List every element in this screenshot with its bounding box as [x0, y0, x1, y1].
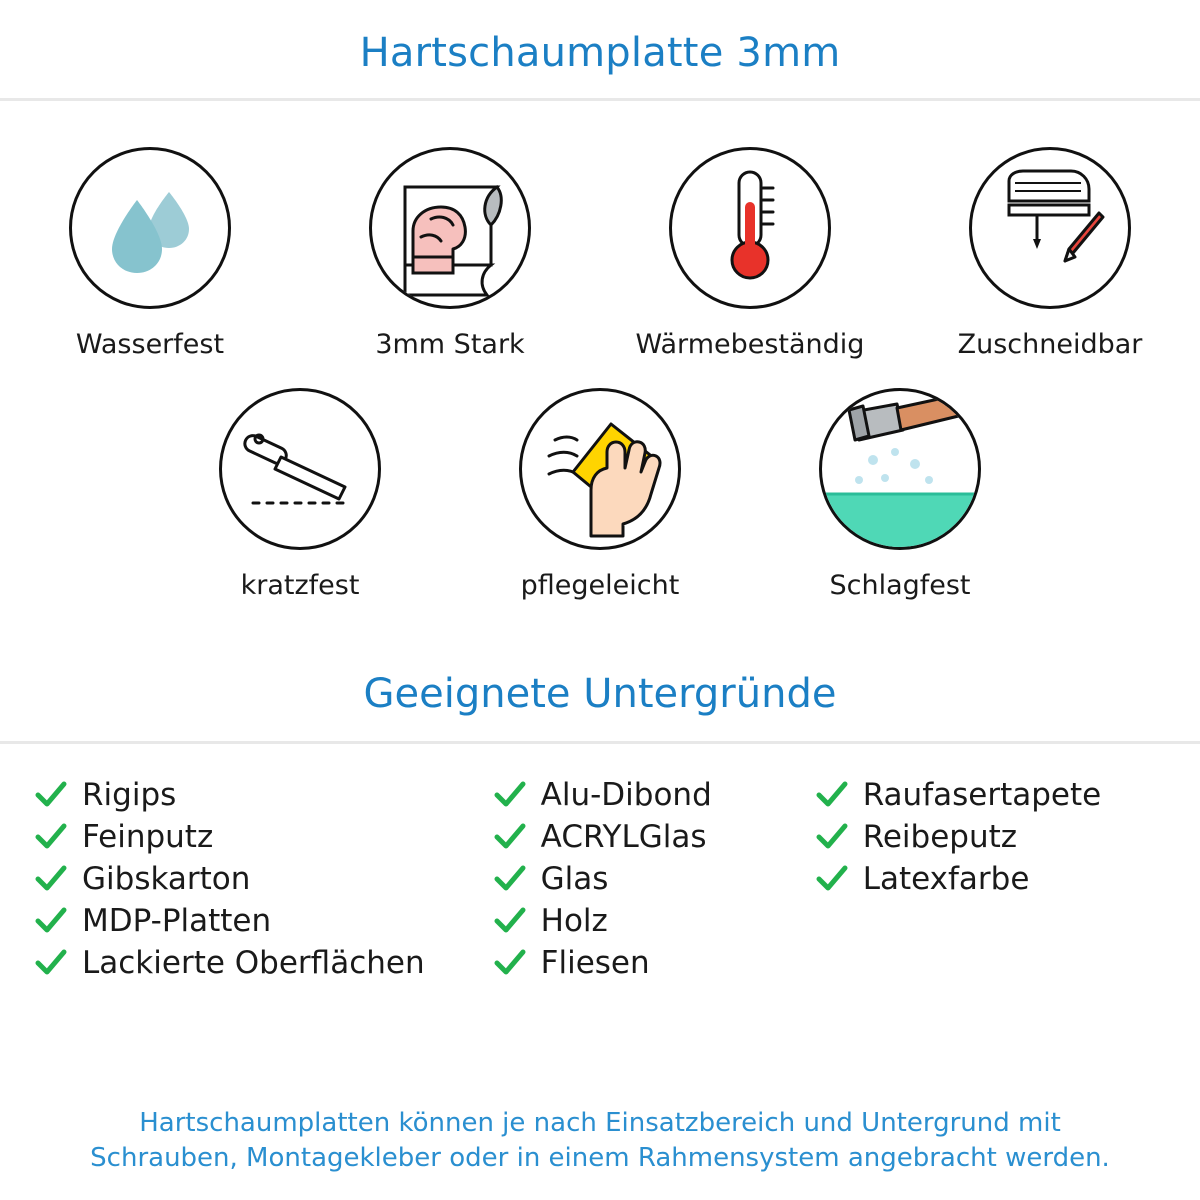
- list-item-label: Glas: [540, 861, 609, 897]
- feature-icon-circle: [219, 388, 381, 550]
- feature-wasserfest: [0, 147, 300, 360]
- list-item-label: Gibskarton: [82, 861, 251, 897]
- list-item: [815, 816, 1166, 858]
- list-item-label: Feinputz: [82, 819, 214, 855]
- flexing-arm-icon: [369, 147, 531, 309]
- feature-kratzfest: [150, 388, 450, 601]
- feature-3mm-stark: [300, 147, 600, 360]
- jigsaw-cutter-icon: [985, 161, 1115, 295]
- feature-icon-circle: [669, 147, 831, 309]
- cleaning-hand-cloth-icon: [519, 388, 681, 550]
- check-icon: [493, 778, 527, 812]
- substrates-column-1: [34, 774, 493, 984]
- list-item: [815, 858, 1166, 900]
- check-icon: [493, 946, 527, 980]
- feature-zuschneidbar: [900, 147, 1200, 360]
- feature-label: pflegeleicht: [520, 570, 680, 601]
- substrates-column-2: [493, 774, 815, 984]
- feature-icon-circle: [519, 388, 681, 550]
- feature-label: 3mm Stark: [375, 329, 525, 360]
- thermometer-icon: [715, 166, 785, 290]
- feature-icon-circle: [369, 147, 531, 309]
- list-item: [493, 774, 815, 816]
- list-item: [34, 858, 493, 900]
- hammer-impact-icon: [819, 388, 981, 550]
- water-drops-icon: [95, 174, 205, 283]
- features-row-2: [0, 388, 1200, 601]
- substrates-list: [0, 744, 1200, 984]
- feature-label: Schlagfest: [829, 570, 971, 601]
- list-item-label: ACRYLGlas: [540, 819, 707, 855]
- feature-pflegeleicht: [450, 388, 750, 601]
- footer-note-line-2: Schrauben, Montagekleber oder in einem Rahmensystem angebracht werden.: [90, 1142, 1110, 1173]
- list-item: [34, 942, 493, 984]
- feature-label: Zuschneidbar: [957, 329, 1143, 360]
- list-item-label: MDP-Platten: [82, 903, 272, 939]
- check-icon: [493, 820, 527, 854]
- list-item-label: Latexfarbe: [862, 861, 1030, 897]
- list-item-label: Holz: [540, 903, 608, 939]
- list-item: [493, 816, 815, 858]
- check-icon: [34, 946, 68, 980]
- list-item: [34, 816, 493, 858]
- features-section: [0, 101, 1200, 601]
- substrates-column-3: [815, 774, 1166, 984]
- list-item: [34, 900, 493, 942]
- list-item: [815, 774, 1166, 816]
- list-item-label: Alu-Dibond: [540, 777, 712, 813]
- list-item-label: Reibeputz: [862, 819, 1018, 855]
- check-icon: [34, 820, 68, 854]
- feature-schlagfest: [750, 388, 1050, 601]
- list-item: [493, 942, 815, 984]
- feature-icon-circle: [819, 388, 981, 550]
- check-icon: [34, 778, 68, 812]
- list-item-label: Fliesen: [540, 945, 650, 981]
- check-icon: [34, 904, 68, 938]
- list-item-label: Lackierte Oberflächen: [82, 945, 425, 981]
- feature-label: Wärmebeständig: [635, 329, 865, 360]
- feature-label: Wasserfest: [75, 329, 225, 360]
- feature-icon-circle: [69, 147, 231, 309]
- section-title-substrates: Geeignete Untergründe: [363, 671, 837, 717]
- list-item-label: Raufasertapete: [862, 777, 1102, 813]
- list-item-label: Rigips: [82, 777, 177, 813]
- page-title: Hartschaumplatte 3mm: [359, 30, 841, 76]
- feature-label: kratzfest: [240, 570, 360, 601]
- check-icon: [815, 820, 849, 854]
- check-icon: [34, 862, 68, 896]
- list-item: [34, 774, 493, 816]
- knife-scratch-icon: [235, 407, 365, 531]
- feature-waermebestaendig: [600, 147, 900, 360]
- footer-note: [0, 1106, 1200, 1176]
- check-icon: [815, 862, 849, 896]
- footer-note-line-1: Hartschaumplatten können je nach Einsatzbereich und Untergrund mit: [139, 1107, 1061, 1138]
- check-icon: [493, 904, 527, 938]
- list-item: [493, 858, 815, 900]
- check-icon: [493, 862, 527, 896]
- features-row-1: [0, 147, 1200, 360]
- check-icon: [815, 778, 849, 812]
- feature-icon-circle: [969, 147, 1131, 309]
- list-item: [493, 900, 815, 942]
